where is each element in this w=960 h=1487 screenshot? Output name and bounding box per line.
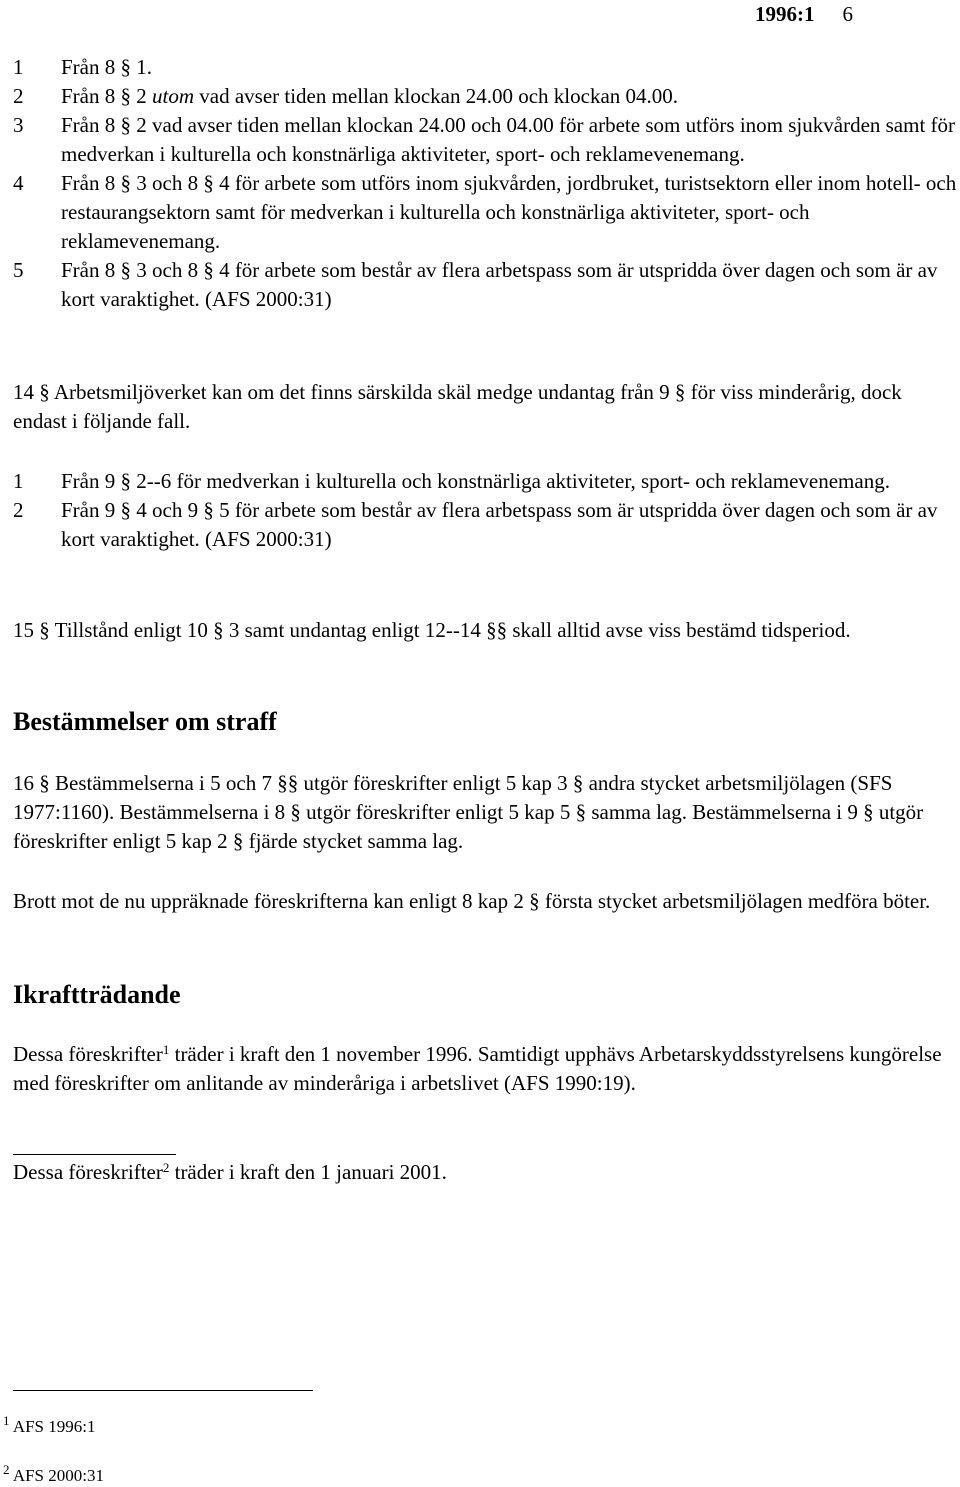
list-item <box>13 111 958 169</box>
paragraph-16: 16 § Bestämmelserna i 5 och 7 §§ utgör föreskrifter enligt 5 kap 3 § andra stycket arbetsmiljölagen (SFS 1977:1160). Bestämmelserna i 8 § utgör föreskrifter enligt 5 kap 5 § samma lag. Bestämmelserna i 9 § utgör föreskrifter enligt 5 kap 2 § fjärde stycket samma lag. <box>13 771 924 853</box>
list-item <box>13 467 958 496</box>
footnote-ref-2[interactable]: 2 <box>162 1160 170 1175</box>
footnote-1: $^1$ AFS 1996:1 <box>3 1413 96 1436</box>
exception-list-9 <box>13 467 958 554</box>
section-heading-ikraft: Ikraftträdande <box>13 980 181 1009</box>
page-header <box>755 0 853 29</box>
list-item-number: 5 <box>13 258 24 282</box>
page-number: 6 <box>842 2 853 26</box>
list-item-text: Från 9 § 4 och 9 § 5 för arbete som består av flera arbetspass som är utspridda över dagen och som är av kort varaktighet. (AFS 2000:31) <box>61 498 938 551</box>
list-item-number: 1 <box>13 55 24 79</box>
paragraph-ikraft-2: Dessa föreskrifter$^2$ träder i kraft den 1 januari 2001. <box>13 1160 447 1184</box>
section-heading-straff: Bestämmelser om straff <box>13 707 277 736</box>
paragraph-brott: Brott mot de nu uppräknade föreskrifterna kan enligt 8 kap 2 § första stycket arbetsmiljölagen medföra böter. <box>13 889 931 913</box>
list-item-number: 2 <box>13 498 24 522</box>
list-item-number: 3 <box>13 113 24 137</box>
list-item-number: 2 <box>13 84 24 108</box>
paragraph-15: 15 § Tillstånd enligt 10 § 3 samt undantag enligt 12--14 §§ skall alltid avse viss bestämd tidsperiod. <box>13 618 851 642</box>
paragraph-14: 14 § Arbetsmiljöverket kan om det finns särskilda skäl medge undantag från 9 § för viss minderårig, dock endast i följande fall. <box>13 380 902 433</box>
document-code: 1996:1 <box>755 2 815 26</box>
list-item <box>13 82 958 111</box>
list-item <box>13 256 958 314</box>
separator-line <box>13 1154 176 1155</box>
list-item-number: 1 <box>13 469 24 493</box>
list-item <box>13 496 958 554</box>
list-item <box>13 53 958 82</box>
list-item-text: Från 8 § 3 och 8 § 4 för arbete som består av flera arbetspass som är utspridda över dagen och som är av kort varaktighet. (AFS 2000:31) <box>61 258 938 311</box>
list-item-text: Från 8 § 2 utom vad avser tiden mellan klockan 24.00 och klockan 04.00. <box>61 84 679 108</box>
exception-list-8 <box>13 53 958 314</box>
paragraph-ikraft-1: Dessa föreskrifter$^1$ träder i kraft den 1 november 1996. Samtidigt upphävs Arbetarskyddsstyrelsens kungörelse med föreskrifter om anlitande av minderåriga i arbetslivet (AFS 1990:19). <box>13 1042 942 1095</box>
footnote-separator <box>13 1390 313 1391</box>
footnote-ref-1[interactable]: 1 <box>162 1042 170 1057</box>
list-item-text: Från 8 § 3 och 8 § 4 för arbete som utförs inom sjukvården, jordbruket, turistsektorn eller inom hotell- och restaurangsektorn samt för medverkan i kulturella och konstnärliga aktiviteter, sport- och reklamevenemang. <box>61 171 957 253</box>
list-item-number: 4 <box>13 171 24 195</box>
list-item-text: Från 9 § 2--6 för medverkan i kulturella och konstnärliga aktiviteter, sport- och reklamevenemang. <box>61 469 890 493</box>
footnote-2: $^2$ AFS 2000:31 <box>3 1462 104 1485</box>
list-item <box>13 169 958 256</box>
emphasis-utom: utom <box>152 84 194 108</box>
list-item-text: Från 8 § 1. <box>61 55 152 79</box>
list-item-text: Från 8 § 2 vad avser tiden mellan klockan 24.00 och 04.00 för arbete som utförs inom sjukvården samt för medverkan i kulturella och konstnärliga aktiviteter, sport- och reklamevenemang. <box>61 113 956 166</box>
